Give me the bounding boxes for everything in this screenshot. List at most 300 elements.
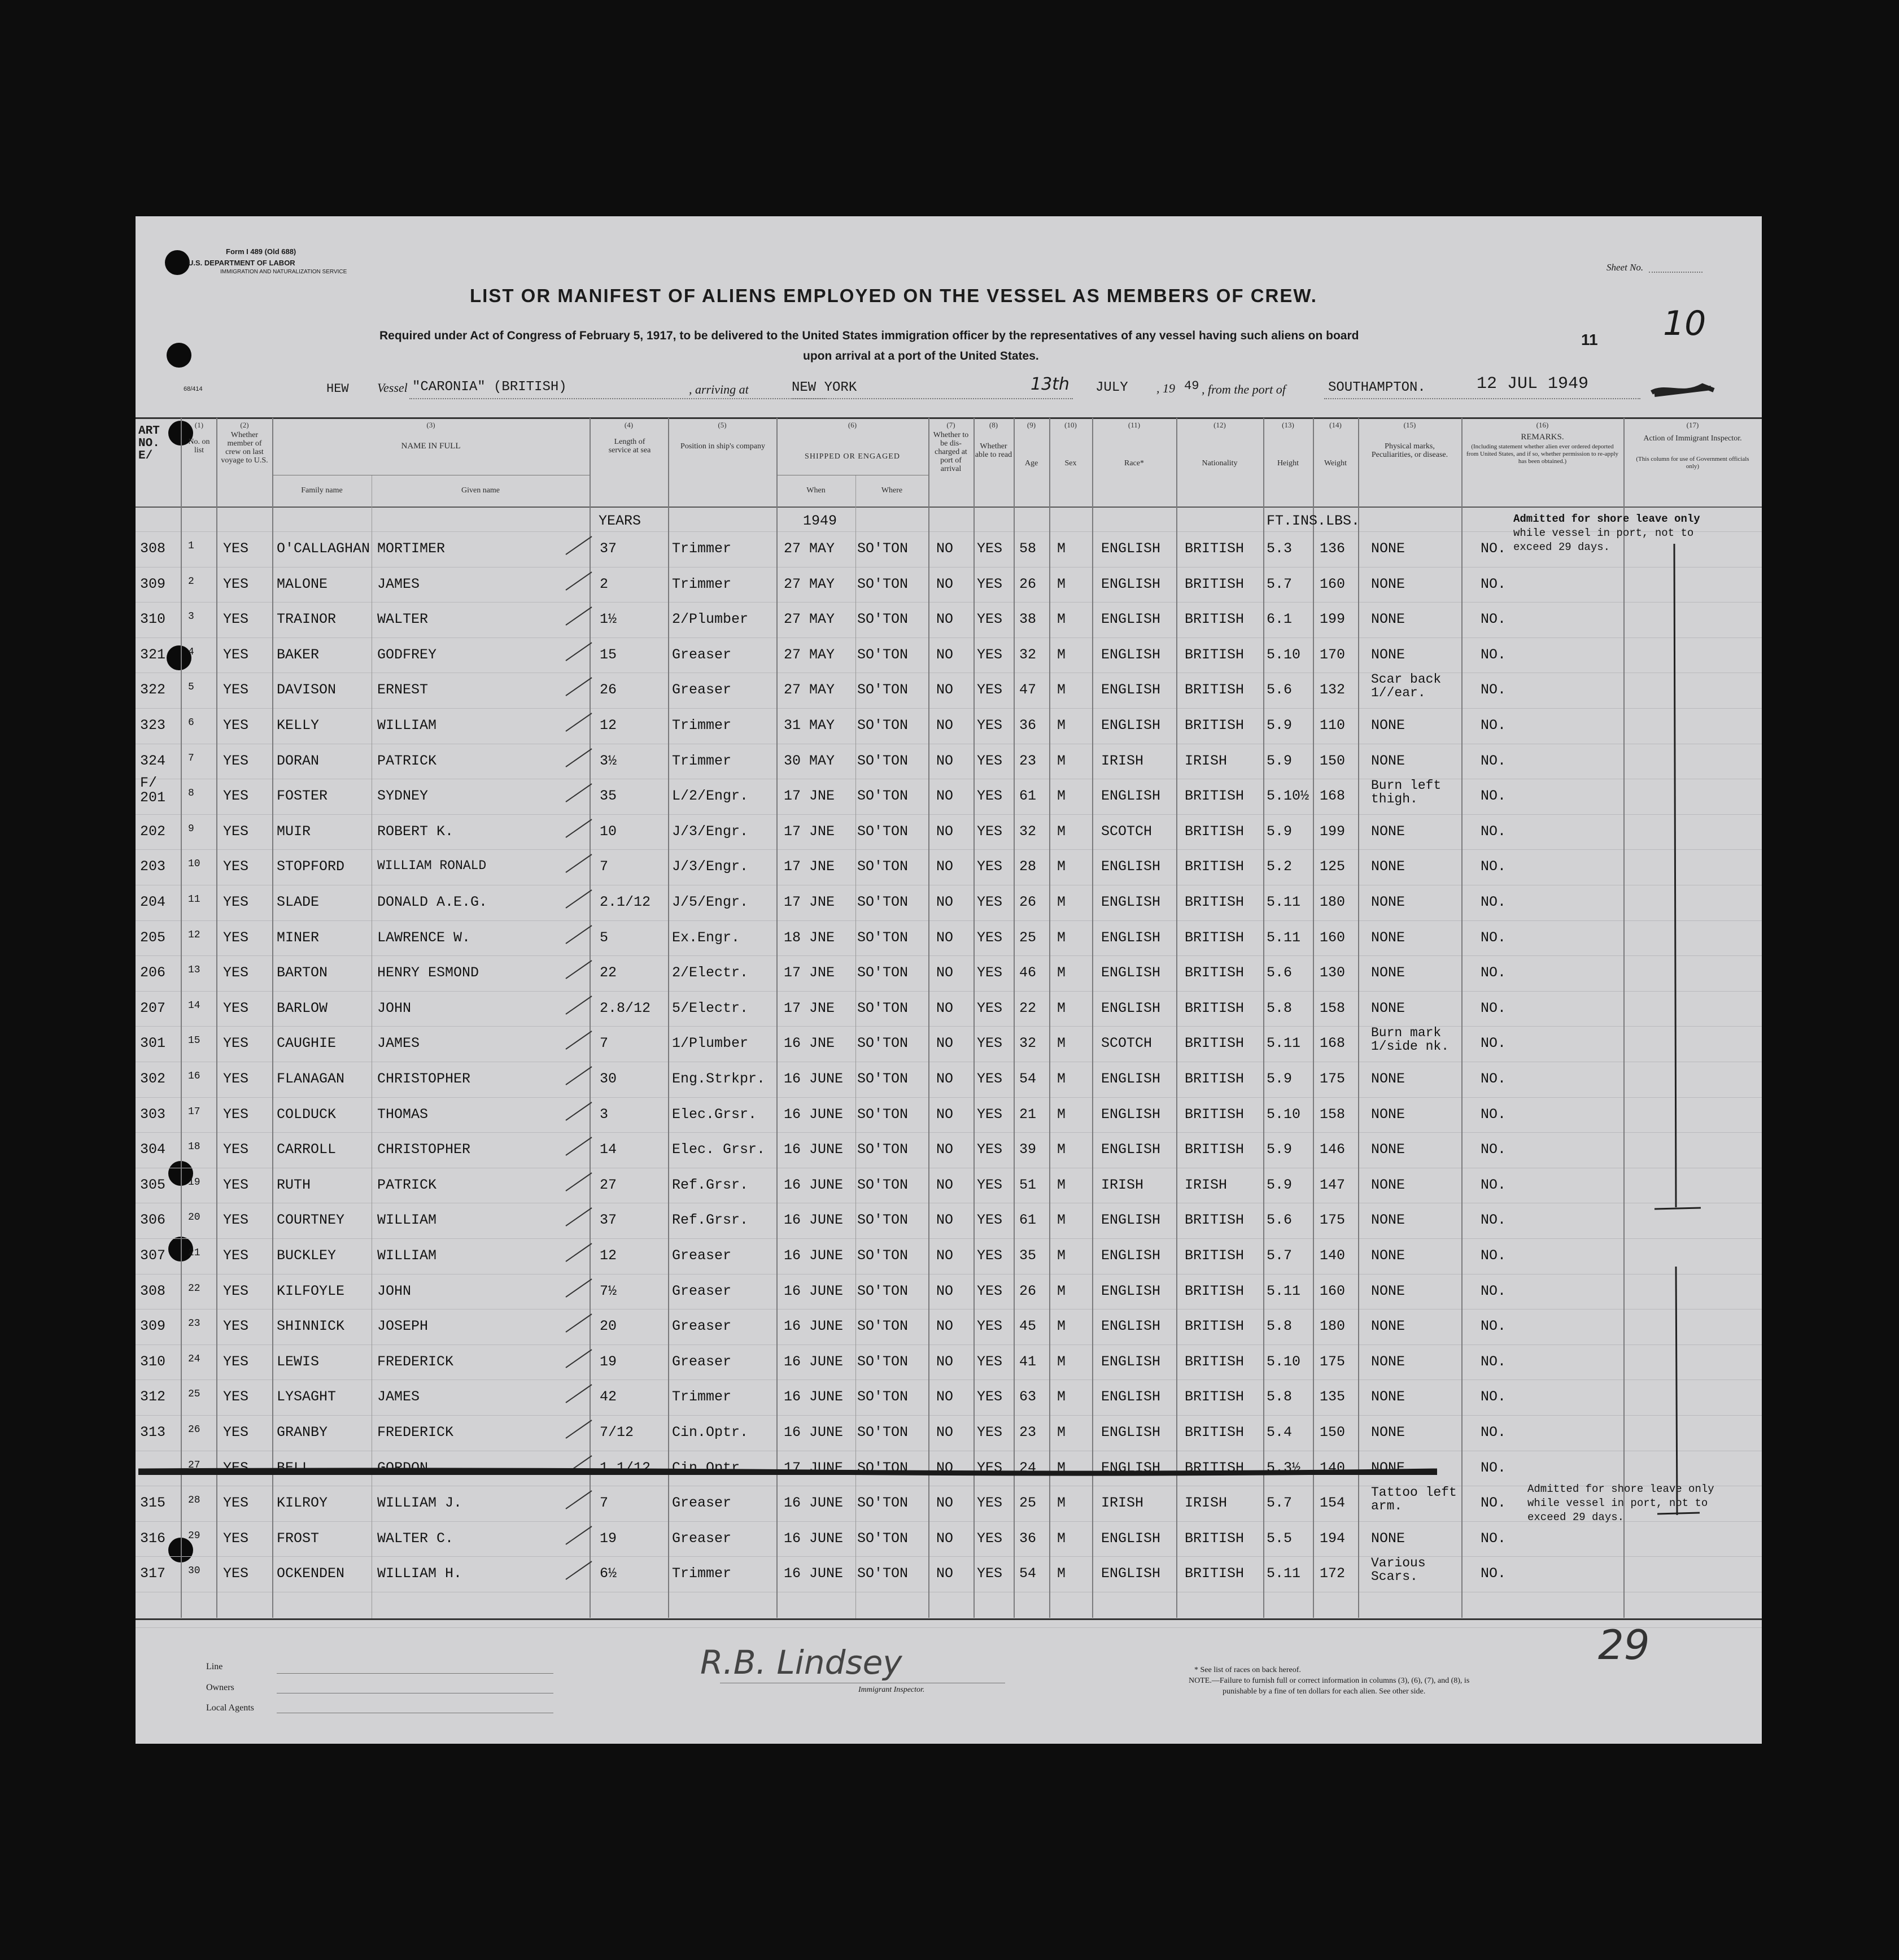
row-able-to-read: YES <box>977 1282 1003 1299</box>
from-port: SOUTHAMPTON. <box>1328 380 1426 395</box>
row-service-length: 7 <box>600 1495 609 1512</box>
row-sex: M <box>1057 752 1066 769</box>
row-weight: 175 <box>1320 1212 1346 1229</box>
row-art-no: 307 <box>140 1247 166 1264</box>
row-height: 5.8 <box>1267 1389 1293 1405</box>
row-age: 25 <box>1019 1495 1037 1512</box>
row-art-no: 321 <box>140 646 166 663</box>
row-previous-voyage: YES <box>223 1071 249 1087</box>
row-nationality: BRITISH <box>1185 894 1245 910</box>
row-position: Trimmer <box>672 575 732 592</box>
row-position: Ref.Grsr. <box>672 1176 749 1193</box>
row-weight: 170 <box>1320 646 1346 663</box>
row-shipped-when: 17 JNE <box>784 999 835 1016</box>
row-rule <box>136 920 1762 921</box>
row-height: 5.5 <box>1267 1530 1293 1547</box>
row-weight: 135 <box>1320 1389 1346 1405</box>
row-discharged: NO <box>936 788 954 805</box>
row-family-name: MINER <box>277 929 320 946</box>
row-service-length: 15 <box>600 646 617 663</box>
penalty-note-line2: punishable by a fine of ten dollars for each alien. See other side. <box>1223 1687 1426 1696</box>
row-previous-voyage: YES <box>223 1424 249 1440</box>
row-race: ENGLISH <box>1101 788 1161 805</box>
row-sex: M <box>1057 964 1066 981</box>
row-previous-voyage: YES <box>223 1530 249 1547</box>
row-sex: M <box>1057 999 1066 1016</box>
row-position: 1/Plumber <box>672 1035 749 1052</box>
row-shipped-where: SO'TON <box>857 1212 909 1229</box>
row-physical-marks: NONE <box>1371 575 1405 592</box>
column-rule <box>1049 418 1050 1618</box>
act-of-congress-line2: upon arrival at a port of the United States. <box>803 350 1039 363</box>
row-art-no: 310 <box>140 1353 166 1370</box>
row-nationality: BRITISH <box>1185 1424 1245 1440</box>
row-given-name: WALTER C. <box>377 1530 454 1547</box>
check-mark-icon <box>565 675 593 698</box>
row-shipped-where: SO'TON <box>857 1424 909 1440</box>
row-given-name: WALTER <box>377 611 429 628</box>
header-race: Race* <box>1124 459 1144 468</box>
row-given-name: WILLIAM H. <box>377 1565 462 1582</box>
row-age: 26 <box>1019 575 1037 592</box>
row-nationality: BRITISH <box>1185 1459 1245 1476</box>
row-physical-marks: NONE <box>1371 1071 1405 1087</box>
row-physical-marks: Various Scars. <box>1371 1556 1426 1584</box>
row-shipped-when: 16 JUNE <box>784 1071 844 1087</box>
row-able-to-read: YES <box>977 1106 1003 1123</box>
check-mark-icon <box>565 1206 593 1228</box>
header-nationality: Nationality <box>1202 459 1238 468</box>
row-family-name: LYSAGHT <box>277 1389 337 1405</box>
row-list-no: 12 <box>188 929 200 941</box>
footer-local-agents-label: Local Agents <box>206 1703 254 1713</box>
row-family-name: BARTON <box>277 964 328 981</box>
check-mark-icon <box>565 852 593 875</box>
header-inspector-note: (This column for use of Government officials only) <box>1636 456 1749 470</box>
check-mark-icon <box>565 1347 593 1370</box>
header-num: (13) <box>1282 421 1294 429</box>
row-race: ENGLISH <box>1101 1282 1161 1299</box>
header-height: Height <box>1277 459 1299 468</box>
row-art-no: F/ 201 <box>140 775 166 806</box>
row-able-to-read: YES <box>977 1424 1003 1440</box>
row-age: 47 <box>1019 682 1037 699</box>
row-remarks: NO. <box>1481 1424 1507 1440</box>
row-remarks: NO. <box>1481 1212 1507 1229</box>
row-discharged: NO <box>936 1424 954 1440</box>
row-able-to-read: YES <box>977 1176 1003 1193</box>
row-shipped-when: 16 JUNE <box>784 1424 844 1440</box>
handwritten-number: 10 <box>1663 304 1706 343</box>
row-service-length: 5 <box>600 929 609 946</box>
row-height: 5.9 <box>1267 1176 1293 1193</box>
row-weight: 136 <box>1320 540 1346 557</box>
row-height: 5.11 <box>1267 1035 1301 1052</box>
row-race: IRISH <box>1101 1495 1144 1512</box>
row-given-name: MORTIMER <box>377 540 446 557</box>
row-art-no: 309 <box>140 1318 166 1335</box>
act-of-congress-line1: Required under Act of Congress of February 5, 1917, to be delivered to the United States immigration officer by the representatives of any vessel having such aliens on board <box>379 329 1359 342</box>
shore-leave-note-1b: while vessel in port, not to <box>1513 527 1694 539</box>
row-given-name: ROBERT K. <box>377 823 454 840</box>
row-list-no: 30 <box>188 1565 200 1577</box>
row-family-name: KILFOYLE <box>277 1282 345 1299</box>
row-height: 5.10 <box>1267 646 1301 663</box>
row-family-name: BUCKLEY <box>277 1247 337 1264</box>
row-race: ENGLISH <box>1101 1212 1161 1229</box>
header-name-in-full: NAME IN FULL <box>401 442 461 451</box>
row-position: Ref.Grsr. <box>672 1212 749 1229</box>
row-sex: M <box>1057 1035 1066 1052</box>
row-art-no: 302 <box>140 1071 166 1087</box>
handwritten-count: 29 <box>1598 1621 1650 1669</box>
row-previous-voyage: YES <box>223 1318 249 1335</box>
row-given-name: DONALD A.E.G. <box>377 894 488 910</box>
arrival-month: JULY <box>1095 380 1128 395</box>
footer-line-field <box>277 1673 553 1674</box>
row-physical-marks: NONE <box>1371 1353 1405 1370</box>
row-shipped-when: 27 MAY <box>784 540 835 557</box>
row-nationality: BRITISH <box>1185 1247 1245 1264</box>
shore-leave-note-1a: Admitted for shore leave only <box>1513 513 1700 525</box>
row-art-no: 309 <box>140 575 166 592</box>
row-remarks: NO. <box>1481 894 1507 910</box>
row-able-to-read: YES <box>977 646 1003 663</box>
row-height: 5.3½ <box>1267 1459 1301 1476</box>
row-remarks: NO. <box>1481 1247 1507 1264</box>
row-shipped-where: SO'TON <box>857 1389 909 1405</box>
inspector-label: Immigrant Inspector. <box>858 1686 925 1694</box>
row-able-to-read: YES <box>977 752 1003 769</box>
row-age: 22 <box>1019 999 1037 1016</box>
row-list-no: 25 <box>188 1389 200 1400</box>
header-when: When <box>806 486 826 495</box>
row-race: ENGLISH <box>1101 611 1161 628</box>
row-physical-marks: NONE <box>1371 858 1405 875</box>
row-shipped-when: 16 JUNE <box>784 1318 844 1335</box>
check-mark-icon <box>565 782 593 804</box>
row-remarks: NO. <box>1481 964 1507 981</box>
row-shipped-where: SO'TON <box>857 1353 909 1370</box>
row-service-length: 20 <box>600 1318 617 1335</box>
arriving-port: NEW YORK <box>792 380 857 395</box>
row-list-no: 8 <box>188 788 194 800</box>
row-weight: 130 <box>1320 964 1346 981</box>
year-subhead: 1949 <box>803 513 837 529</box>
row-physical-marks: NONE <box>1371 1176 1405 1193</box>
row-previous-voyage: YES <box>223 1176 249 1193</box>
row-rule <box>136 991 1762 992</box>
row-sex: M <box>1057 611 1066 628</box>
row-weight: 147 <box>1320 1176 1346 1193</box>
row-nationality: BRITISH <box>1185 611 1245 628</box>
row-position: Cin.Optr. <box>672 1459 749 1476</box>
row-family-name: TRAINOR <box>277 611 337 628</box>
row-age: 21 <box>1019 1106 1037 1123</box>
row-sex: M <box>1057 1282 1066 1299</box>
row-shipped-where: SO'TON <box>857 1565 909 1582</box>
row-service-length: 42 <box>600 1389 617 1405</box>
column-rule <box>928 418 929 1618</box>
row-family-name: OCKENDEN <box>277 1565 345 1582</box>
manifest-title: LIST OR MANIFEST OF ALIENS EMPLOYED ON THE VESSEL AS MEMBERS OF CREW. <box>470 285 1317 306</box>
row-service-length: 3 <box>600 1106 609 1123</box>
row-given-name: JAMES <box>377 1389 420 1405</box>
row-rule <box>136 1132 1762 1133</box>
row-physical-marks: NONE <box>1371 1212 1405 1229</box>
row-race: ENGLISH <box>1101 1318 1161 1335</box>
arriving-label: , arriving at <box>689 382 749 396</box>
row-remarks: NO. <box>1481 929 1507 946</box>
row-previous-voyage: YES <box>223 717 249 734</box>
row-discharged: NO <box>936 964 954 981</box>
row-family-name: O'CALLAGHAN <box>277 540 370 557</box>
arrival-day: 13th <box>1031 374 1069 394</box>
row-position: J/3/Engr. <box>672 858 749 875</box>
row-given-name: JOSEPH <box>377 1318 429 1335</box>
row-physical-marks: NONE <box>1371 823 1405 840</box>
row-weight: 125 <box>1320 858 1346 875</box>
punch-hole <box>165 250 190 275</box>
row-weight: 132 <box>1320 682 1346 699</box>
row-position: 2/Plumber <box>672 611 749 628</box>
row-given-name: HENRY ESMOND <box>377 964 479 981</box>
check-mark-icon <box>565 1100 593 1123</box>
row-age: 54 <box>1019 1565 1037 1582</box>
row-sex: M <box>1057 1424 1066 1440</box>
row-nationality: BRITISH <box>1185 646 1245 663</box>
row-age: 46 <box>1019 964 1037 981</box>
row-given-name: CHRISTOPHER <box>377 1071 471 1087</box>
row-race: SCOTCH <box>1101 1035 1153 1052</box>
table-top-border <box>136 417 1762 419</box>
row-remarks: NO. <box>1481 1389 1507 1405</box>
check-mark-icon <box>565 1559 593 1582</box>
row-shipped-when: 16 JUNE <box>784 1495 844 1512</box>
row-shipped-where: SO'TON <box>857 1247 909 1264</box>
row-service-length: 7½ <box>600 1282 617 1299</box>
row-remarks: NO. <box>1481 1565 1507 1582</box>
footer-line-label: Line <box>206 1662 223 1671</box>
row-family-name: KELLY <box>277 717 320 734</box>
small-code: 68/414 <box>184 386 203 392</box>
header-shipped-or-engaged: SHIPPED OR ENGAGED <box>805 452 900 461</box>
column-rule <box>1623 418 1625 1618</box>
shore-leave-note-1c: exceed 29 days. <box>1513 541 1610 553</box>
row-service-length: 1½ <box>600 611 617 628</box>
row-given-name: GODFREY <box>377 646 437 663</box>
row-family-name: COLDUCK <box>277 1106 337 1123</box>
department-name: U.S. DEPARTMENT OF LABOR <box>188 259 295 267</box>
column-rule <box>1263 418 1264 1618</box>
row-family-name: BELL <box>277 1459 311 1476</box>
row-list-no: 16 <box>188 1071 200 1082</box>
row-family-name: MALONE <box>277 575 328 592</box>
row-art-no: 305 <box>140 1176 166 1193</box>
row-weight: 199 <box>1320 823 1346 840</box>
row-shipped-when: 16 JUNE <box>784 1176 844 1193</box>
row-previous-voyage: YES <box>223 788 249 805</box>
row-given-name: JOHN <box>377 1282 412 1299</box>
row-able-to-read: YES <box>977 823 1003 840</box>
check-mark-icon <box>565 1171 593 1193</box>
column-rule <box>668 418 669 1618</box>
header-num: (17) <box>1686 421 1699 429</box>
years-subhead: YEARS <box>599 513 641 529</box>
row-family-name: FOSTER <box>277 788 328 805</box>
row-nationality: BRITISH <box>1185 1282 1245 1299</box>
row-rule <box>136 1026 1762 1027</box>
row-age: 41 <box>1019 1353 1037 1370</box>
row-physical-marks: NONE <box>1371 1141 1405 1158</box>
row-height: 5.9 <box>1267 717 1293 734</box>
row-physical-marks: NONE <box>1371 1106 1405 1123</box>
row-race: ENGLISH <box>1101 1389 1161 1405</box>
row-position: Greaser <box>672 682 732 699</box>
row-service-length: 7/12 <box>600 1424 634 1440</box>
row-previous-voyage: YES <box>223 964 249 981</box>
row-discharged: NO <box>936 1141 954 1158</box>
row-discharged: NO <box>936 646 954 663</box>
check-mark-icon <box>565 605 593 627</box>
row-art-no: 304 <box>140 1141 166 1158</box>
vessel-name: "CARONIA" (BRITISH) <box>412 379 567 395</box>
row-service-length: 7 <box>600 858 609 875</box>
row-height: 5.4 <box>1267 1424 1293 1440</box>
row-list-no: 19 <box>188 1176 200 1188</box>
vessel-prefix: HEW <box>326 382 349 396</box>
row-list-no: 29 <box>188 1530 200 1542</box>
row-service-length: 37 <box>600 1212 617 1229</box>
header-num: (1) <box>194 421 204 429</box>
row-family-name: LEWIS <box>277 1353 320 1370</box>
row-service-length: 14 <box>600 1141 617 1158</box>
sub-column-rule <box>855 475 856 1618</box>
row-weight: 154 <box>1320 1495 1346 1512</box>
row-family-name: BAKER <box>277 646 320 663</box>
row-given-name: GORDON <box>377 1459 429 1476</box>
row-sex: M <box>1057 858 1066 875</box>
row-physical-marks: NONE <box>1371 1424 1405 1440</box>
header-num: (15) <box>1403 421 1416 429</box>
header-previous-voyage: Whether member of crew on last voyage to U.S. <box>221 431 268 465</box>
row-race: SCOTCH <box>1101 823 1153 840</box>
header-num: (6) <box>848 421 857 429</box>
row-race: ENGLISH <box>1101 646 1161 663</box>
row-art-no: 207 <box>140 999 166 1016</box>
row-shipped-where: SO'TON <box>857 717 909 734</box>
row-sex: M <box>1057 1247 1066 1264</box>
check-mark-icon <box>565 1135 593 1158</box>
row-remarks: NO. <box>1481 1353 1507 1370</box>
row-height: 5.2 <box>1267 858 1293 875</box>
row-shipped-when: 16 JNE <box>784 1035 835 1052</box>
row-art-no: 308 <box>140 1282 166 1299</box>
row-discharged: NO <box>936 575 954 592</box>
row-weight: 180 <box>1320 894 1346 910</box>
row-shipped-where: SO'TON <box>857 823 909 840</box>
row-height: 5.7 <box>1267 575 1293 592</box>
row-rule <box>136 708 1762 709</box>
row-list-no: 5 <box>188 682 194 693</box>
row-race: ENGLISH <box>1101 717 1161 734</box>
row-discharged: NO <box>936 1530 954 1547</box>
row-physical-marks: NONE <box>1371 611 1405 628</box>
row-race: ENGLISH <box>1101 682 1161 699</box>
row-remarks: NO. <box>1481 1318 1507 1335</box>
row-art-no: 324 <box>140 752 166 769</box>
row-sex: M <box>1057 540 1066 557</box>
from-port-label: , from the port of <box>1202 382 1286 396</box>
row-previous-voyage: YES <box>223 646 249 663</box>
row-service-length: 6½ <box>600 1565 617 1582</box>
row-service-length: 7 <box>600 1035 609 1052</box>
row-able-to-read: YES <box>977 717 1003 734</box>
row-given-name: FREDERICK <box>377 1424 454 1440</box>
row-previous-voyage: YES <box>223 858 249 875</box>
row-rule <box>136 1238 1762 1239</box>
page-mark: 11 <box>1581 331 1598 348</box>
row-able-to-read: YES <box>977 1071 1003 1087</box>
row-nationality: BRITISH <box>1185 858 1245 875</box>
row-shipped-where: SO'TON <box>857 611 909 628</box>
row-service-length: 10 <box>600 823 617 840</box>
row-nationality: BRITISH <box>1185 1035 1245 1052</box>
row-rule <box>136 602 1762 603</box>
row-previous-voyage: YES <box>223 1141 249 1158</box>
row-given-name: LAWRENCE W. <box>377 929 471 946</box>
header-num: (14) <box>1329 421 1342 429</box>
row-art-no: 204 <box>140 894 166 910</box>
row-family-name: CAUGHIE <box>277 1035 337 1052</box>
row-discharged: NO <box>936 540 954 557</box>
row-art-no: 301 <box>140 1035 166 1052</box>
row-race: IRISH <box>1101 1176 1144 1193</box>
row-able-to-read: YES <box>977 1141 1003 1158</box>
row-position: Trimmer <box>672 1565 732 1582</box>
row-position: Greaser <box>672 1247 732 1264</box>
check-mark-icon <box>565 817 593 840</box>
column-rule <box>1358 418 1359 1618</box>
header-num: (12) <box>1213 421 1226 429</box>
header-num: (16) <box>1536 421 1549 429</box>
check-mark-icon <box>565 711 593 734</box>
row-discharged: NO <box>936 1071 954 1087</box>
row-position: Ex.Engr. <box>672 929 740 946</box>
row-height: 5.10 <box>1267 1353 1301 1370</box>
row-rule <box>136 1521 1762 1522</box>
measure-subhead: FT.INS.LBS. <box>1267 513 1360 529</box>
row-previous-voyage: YES <box>223 1495 249 1512</box>
row-given-name: PATRICK <box>377 1176 437 1193</box>
row-family-name: CARROLL <box>277 1141 337 1158</box>
row-service-length: 12 <box>600 717 617 734</box>
row-sex: M <box>1057 1106 1066 1123</box>
row-physical-marks: NONE <box>1371 646 1405 663</box>
row-height: 5.10 <box>1267 1106 1301 1123</box>
strike-through-line <box>138 1464 1437 1479</box>
row-age: 39 <box>1019 1141 1037 1158</box>
row-previous-voyage: YES <box>223 1459 249 1476</box>
row-discharged: NO <box>936 611 954 628</box>
vessel-line <box>409 398 827 399</box>
row-physical-marks: NONE <box>1371 929 1405 946</box>
row-shipped-where: SO'TON <box>857 1141 909 1158</box>
row-nationality: BRITISH <box>1185 823 1245 840</box>
header-sex: Sex <box>1064 459 1077 468</box>
row-nationality: IRISH <box>1185 1495 1228 1512</box>
header-remarks: REMARKS. <box>1521 433 1564 442</box>
